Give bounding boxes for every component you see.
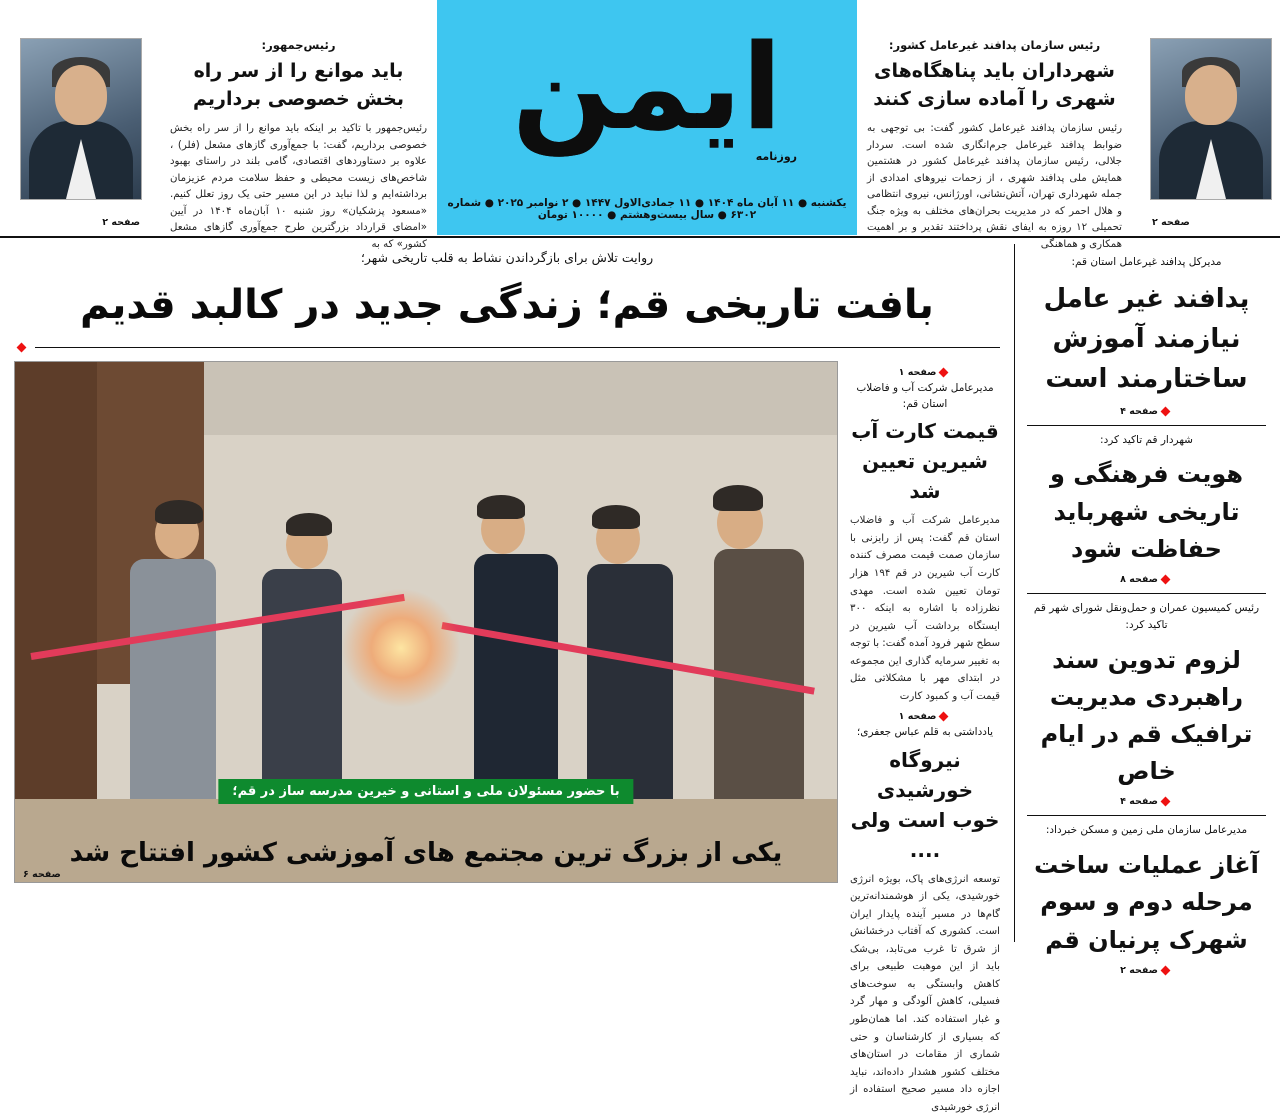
photo-headline[interactable]: یکی از بزرگ ترین مجتمع های آموزشی کشور افتتاح شد xyxy=(69,837,783,868)
right-item-0-kicker: مدیرکل پدافند غیرعامل استان قم: xyxy=(1071,256,1222,268)
main-headline[interactable]: بافت تاریخی قم؛ زندگی جدید در کالبد قدیم xyxy=(80,282,934,328)
right-item-2-kicker: رئیس کمیسیون عمران و حمل‌ونقل شورای شهر قم تاکید کرد: xyxy=(1033,602,1260,631)
right-item-0-page-tag xyxy=(1027,406,1266,417)
masthead-left-kicker: رئیس سازمان پدافند غیرعامل کشور: xyxy=(888,38,1101,52)
right-item-3-page-tag xyxy=(1027,965,1266,976)
masthead-right-photo-block xyxy=(12,0,152,235)
masthead-right-body: رئیس‌جمهور با تاکید بر اینکه باید موانع را از سر راه بخش خصوصی برداریم، گفت: با جمع‌آوری گازهای مشعل (فلر) ، علاوه بر دستاوردهای اقتصادی، گامی بلند در راستای بهبود شاخص‌های زیست محیطی و حفظ سلامت مردم عزیزمان برداشته‌ایم و لذا نباید در این مسیر حتی یک روز تعلل کنیم. «مسعود پزشکیان» روز شنبه ۱۰ آبان‌ماه ۱۴۰۴ در آیین «امضای قرارداد بزرگترین طرح جمع‌آوری گازهای مشعل کشور» که به xyxy=(170,123,427,250)
masthead-right-kicker: رئیس‌جمهور: xyxy=(261,38,336,52)
side-top-page-label: صفحه ۱ xyxy=(898,366,937,378)
right-item-3-headline[interactable]: آغاز عملیات ساخت مرحله دوم و سوم شهرک پرنیان قم xyxy=(1034,851,1259,954)
masthead-left-headline: شهرداران باید پناهگاه‌های شهری را آماده سازی کنند xyxy=(873,60,1116,110)
side-item-1-page-tag xyxy=(850,711,1000,722)
right-item-0-page-label: صفحه ۴ xyxy=(1120,405,1158,417)
masthead-logo-panel xyxy=(437,0,857,235)
masthead-left-photo-block xyxy=(1140,0,1280,235)
portrait-photo-right xyxy=(20,38,142,200)
masthead-divider xyxy=(0,236,1280,238)
masthead-dateline: یکشنبه ● ۱۱ آبان ماه ۱۴۰۴ ● ۱۱ جمادی‌الاول ۱۴۴۷ ● ۲ نوامبر ۲۰۲۵ ● شماره ۶۳۰۲ ● سال بیست‌وهشتم ● ۱۰۰۰۰ تومان xyxy=(447,197,847,221)
masthead-left-article xyxy=(857,0,1140,250)
side-item-1-body: توسعه انرژی‌های پاک، بویژه انرژی خورشیدی، یکی از هوشمندانه‌ترین گام‌ها در مسیر آینده پایدار ایران است. کشوری که آفتاب درخشانش از شرق تا غرب می‌تابد، بی‌شک باید از این موهبت طبیعی برای کاهش وابستگی به سوخت‌های فسیلی، کاهش آلودگی و مهار گرد و غبار استفاده کند. اما همان‌طور که بسیاری از کارشناسان و حتی شماری از مقامات در استان‌های مختلف کشور هشدار داده‌اند، نباید اجازه داد مسیر صحیح استفاده از انرژی خورشیدی xyxy=(850,873,1000,1113)
side-item-1-headline[interactable]: نیروگاه خورشیدی خوب است ولی .... xyxy=(850,747,1000,862)
main-photo xyxy=(14,361,838,883)
main-side-articles xyxy=(850,361,1000,1116)
right-item-2-headline[interactable]: لزوم تدوین سند راهبردی مدیریت ترافیک قم در ایام خاص xyxy=(1040,645,1253,786)
right-item-2-page-label: صفحه ۴ xyxy=(1120,796,1158,808)
photo-caption-banner: با حضور مسئولان ملی و استانی و خیرین مدرسه ساز در قم؛ xyxy=(218,779,633,804)
right-item-1-headline[interactable]: هویت فرهنگی و تاریخی شهرباید حفاظت شود xyxy=(1049,460,1244,563)
right-item-3-kicker: مدیرعامل سازمان ملی زمین و مسکن خبرداد: xyxy=(1045,824,1248,837)
side-item-0-body: مدیرعامل شرکت آب و فاضلاب استان قم گفت: پس از رایزنی با سازمان صمت قیمت مصرف کننده کارت آب شیرین در قم ۱۹۴ هزار تومان تعیین شده است. مهدی نظرزاده با اشاره به اینکه ۳۰۰ ایستگاه برداشت آب شیرین در سطح شهر فرود آمده گفت: با توجه به تغییر سرمایه گذاری این مجموعه در ابتدای مهر با مشکلاتی مثل قیمت آب و کمبود کارت xyxy=(850,515,1000,702)
main-column xyxy=(0,240,1014,1113)
right-divider-2 xyxy=(1027,815,1266,816)
side-item-0-headline[interactable]: قیمت کارت آب شیرین تعیین شد xyxy=(851,419,999,504)
right-item-3-page-label: صفحه ۲ xyxy=(1120,964,1158,976)
masthead-right-headline: باید موانع را از سر راه بخش خصوصی برداریم xyxy=(192,60,404,110)
column-divider-right xyxy=(1014,244,1015,942)
side-item-0-kicker: مدیرعامل شرکت آب و فاضلاب استان قم: xyxy=(856,381,994,411)
side-item-1-page-label: صفحه ۱ xyxy=(898,711,937,723)
logo-subtitle: روزنامه xyxy=(755,150,797,163)
side-item-1-kicker: یادداشتی به قلم عباس جعفری؛ xyxy=(856,726,994,739)
main-divider xyxy=(14,344,1000,351)
content-area xyxy=(0,240,1280,1113)
right-column xyxy=(1015,240,1280,976)
right-item-1-page-tag xyxy=(1027,574,1266,585)
masthead-right-article xyxy=(152,0,437,250)
portrait-photo-left xyxy=(1150,38,1272,200)
right-divider-0 xyxy=(1027,425,1266,426)
right-item-1-kicker: شهردار قم تاکید کرد: xyxy=(1100,433,1193,446)
right-item-1-page-label: صفحه ۸ xyxy=(1120,574,1158,586)
right-item-0-headline[interactable]: پدافند غیر عامل نیازمند آموزش ساختارمند است xyxy=(1043,283,1250,395)
right-divider-1 xyxy=(1027,593,1266,594)
masthead-left-body: رئیس سازمان پدافند غیرعامل کشور گفت: بی توجهی به ضوابط پدافند غیرعامل جرم‌انگاری شده است. سردار جلالی، رئیس سازمان پدافند غیرعامل کشور در هشتمین همایش ملی پدافند شهری ، از زحمات نیروهای امدادی از جمله شهرداری تهران، آتش‌نشانی، اورژانس، نیروی انتظامی و هلال احمر که در مدیریت بحران‌های مختلف به ویژه جنگ تحمیلی ۱۲ روزه به ایفای نقش پرداختند تقدیر و بر اهمیت همکاری و هماهنگی xyxy=(867,123,1122,250)
main-kicker: روایت تلاش برای بازگرداندن نشاط به قلب تاریخی شهر؛ xyxy=(360,250,654,265)
photo-page-tag: صفحه ۶ xyxy=(23,868,61,880)
masthead xyxy=(0,0,1280,250)
newspaper-logo: ایمن xyxy=(511,18,783,156)
right-item-2-page-tag xyxy=(1027,796,1266,807)
masthead-right-page-tag: صفحه ۲ xyxy=(98,216,144,229)
side-top-page-tag xyxy=(850,367,1000,378)
masthead-left-page-tag: صفحه ۲ xyxy=(1148,216,1194,229)
